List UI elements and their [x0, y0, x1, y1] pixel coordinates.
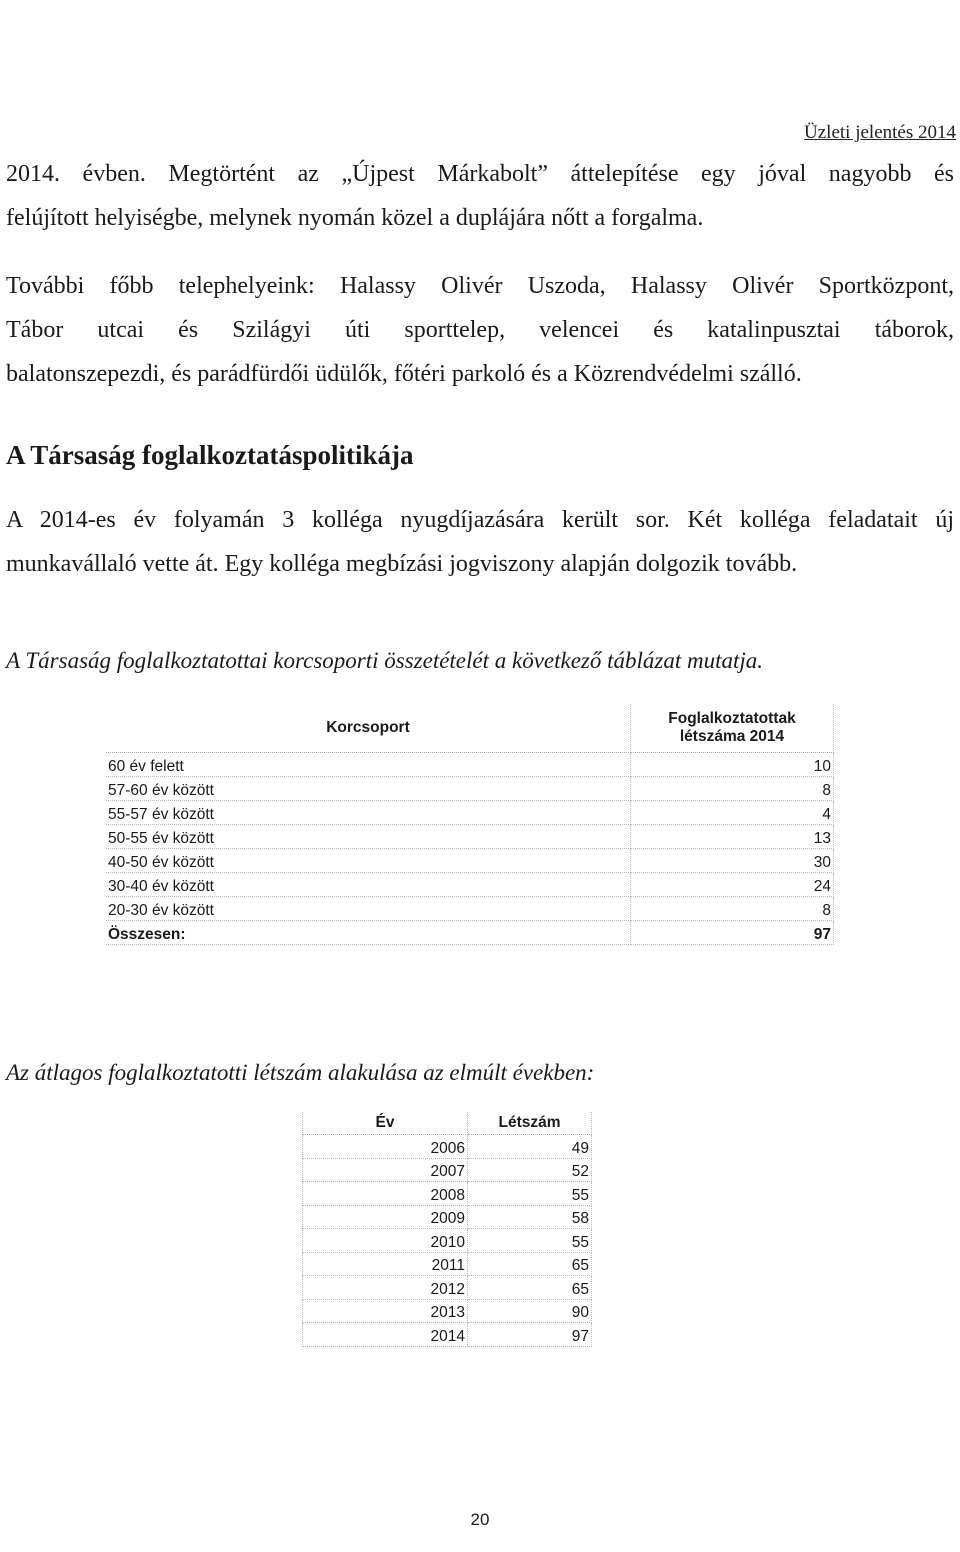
year-cell: 2012 [303, 1276, 468, 1300]
age-group-label: 40-50 év között [106, 849, 631, 873]
header-letszam: Létszám [468, 1112, 592, 1135]
age-group-count: 13 [631, 825, 834, 849]
table-row [303, 1182, 592, 1206]
table-row [303, 1252, 592, 1276]
count-cell: 49 [468, 1135, 592, 1159]
table-row [303, 1299, 592, 1323]
paragraph-line: További főbb telephelyeink: Halassy Olivér Uszoda, Halassy Olivér Sportközpont, [6, 273, 954, 299]
count-cell: 65 [468, 1276, 592, 1300]
header-letszam-line2: létszáma 2014 [679, 728, 785, 745]
table-row [303, 1323, 592, 1347]
year-cell: 2006 [303, 1135, 468, 1159]
table-row [106, 777, 834, 801]
paragraph-line: felújított helyiségbe, melynek nyomán közel a duplájára nőtt a forgalma. [6, 205, 704, 231]
table-row [106, 873, 834, 897]
table2-caption: Az átlagos foglalkoztatotti létszám alakulása az elmúlt években: [6, 1060, 595, 1085]
age-group-count: 8 [631, 897, 834, 921]
table-row [303, 1205, 592, 1229]
table-row [106, 897, 834, 921]
year-cell: 2007 [303, 1158, 468, 1182]
table-row [303, 1158, 592, 1182]
count-cell: 55 [468, 1229, 592, 1253]
paragraph-line: 2014. évben. Megtörtént az „Újpest Márkabolt” áttelepítése egy jóval nagyobb és [6, 161, 954, 187]
paragraph-line: munkavállaló vette át. Egy kolléga megbízási jogviszony alapján dolgozik tovább. [6, 551, 798, 577]
age-group-count: 8 [631, 777, 834, 801]
header-letszam-line1: Foglalkoztatottak [668, 710, 796, 727]
table-row [303, 1229, 592, 1253]
count-cell: 65 [468, 1252, 592, 1276]
table-row [303, 1135, 592, 1159]
count-cell: 58 [468, 1205, 592, 1229]
age-group-label: 57-60 év között [106, 777, 631, 801]
header-ev: Év [303, 1112, 468, 1135]
paragraph-line: Tábor utcai és Szilágyi úti sporttelep, velencei és katalinpusztai táborok, [6, 317, 954, 343]
year-cell: 2014 [303, 1323, 468, 1347]
age-group-label: 20-30 év között [106, 897, 631, 921]
total-label: Összesen: [106, 921, 631, 945]
age-group-label: 60 év felett [106, 753, 631, 777]
age-group-count: 4 [631, 801, 834, 825]
age-group-label: 50-55 év között [106, 825, 631, 849]
age-group-count: 30 [631, 849, 834, 873]
table-row [106, 801, 834, 825]
table-header-row [303, 1112, 592, 1135]
age-group-count: 10 [631, 753, 834, 777]
paragraph-line: balatonszepezdi, és parádfürdői üdülők, főtéri parkoló és a Közrendvédelmi szálló. [6, 361, 802, 387]
age-group-table [106, 704, 834, 945]
count-cell: 55 [468, 1182, 592, 1206]
age-group-count: 24 [631, 873, 834, 897]
paragraph-markabolt [6, 152, 954, 240]
count-cell: 90 [468, 1299, 592, 1323]
paragraph-line: A 2014-es év folyamán 3 kolléga nyugdíjazására került sor. Két kolléga feladatait új [6, 507, 954, 533]
table-row [106, 825, 834, 849]
section-heading: A Társaság foglalkoztatáspolitikája [6, 440, 414, 470]
year-cell: 2010 [303, 1229, 468, 1253]
table-total-row [106, 921, 834, 945]
year-cell: 2013 [303, 1299, 468, 1323]
table-row [303, 1276, 592, 1300]
headcount-by-year-table [302, 1112, 592, 1347]
table-header-row [106, 704, 834, 753]
total-value: 97 [631, 921, 834, 945]
year-cell: 2011 [303, 1252, 468, 1276]
paragraph-employment [6, 498, 954, 586]
running-header: Üzleti jelentés 2014 [804, 122, 956, 143]
table-row [106, 849, 834, 873]
paragraph-sites [6, 264, 954, 396]
page-number: 20 [470, 1510, 490, 1529]
count-cell: 97 [468, 1323, 592, 1347]
age-group-label: 30-40 év között [106, 873, 631, 897]
year-cell: 2009 [303, 1205, 468, 1229]
header-korcsoport: Korcsoport [106, 704, 631, 753]
table1-caption: A Társaság foglalkoztatottai korcsoporti összetételét a következő táblázat mutatja. [6, 648, 764, 673]
year-cell: 2008 [303, 1182, 468, 1206]
header-letszam [631, 704, 834, 753]
table-row [106, 753, 834, 777]
age-group-label: 55-57 év között [106, 801, 631, 825]
count-cell: 52 [468, 1158, 592, 1182]
